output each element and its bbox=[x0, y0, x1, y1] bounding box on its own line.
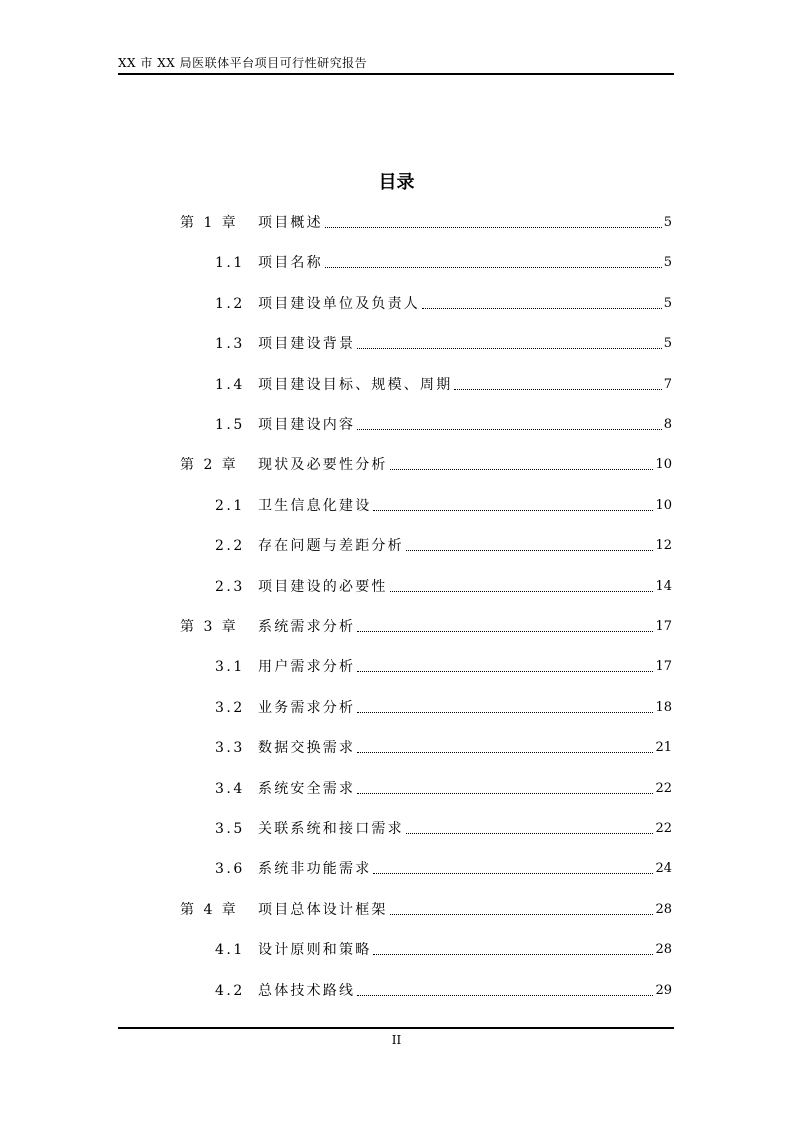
toc-entry-page: 14 bbox=[655, 578, 672, 594]
page-number: II bbox=[391, 1033, 402, 1047]
toc-entry-label: 项目总体设计框架 bbox=[258, 901, 388, 918]
toc-section-entry[interactable] bbox=[215, 251, 672, 271]
toc-section-entry[interactable] bbox=[215, 736, 672, 756]
toc-entry-page: 28 bbox=[655, 942, 672, 958]
toc-entry-label: 系统安全需求 bbox=[258, 780, 356, 797]
toc-entry-label: 存在问题与差距分析 bbox=[258, 538, 404, 555]
toc-entry-number: 第 1 章 bbox=[180, 215, 239, 231]
toc-entry-page: 22 bbox=[655, 821, 672, 836]
toc-section-entry[interactable] bbox=[215, 777, 672, 797]
toc-dot-leader bbox=[325, 267, 662, 268]
toc-entry-page: 21 bbox=[655, 740, 672, 756]
toc-entry-label: 项目概述 bbox=[258, 215, 323, 231]
toc-chapter-entry[interactable] bbox=[180, 898, 672, 918]
toc-title: 目录 bbox=[378, 172, 415, 193]
toc-dot-leader bbox=[406, 833, 654, 834]
toc-dot-leader bbox=[357, 793, 653, 794]
toc-section-entry[interactable] bbox=[215, 373, 672, 393]
toc-entry-page: 17 bbox=[655, 659, 672, 675]
toc-entry-page: 12 bbox=[655, 538, 672, 554]
toc-section-entry[interactable] bbox=[215, 534, 672, 554]
toc-section-entry[interactable] bbox=[215, 817, 672, 837]
toc-dot-leader bbox=[373, 873, 653, 874]
toc-entry-page: 8 bbox=[663, 417, 672, 432]
toc-entry-label: 系统非功能需求 bbox=[258, 861, 372, 878]
toc-dot-leader bbox=[357, 631, 653, 632]
toc-section-entry[interactable] bbox=[215, 857, 672, 877]
toc-section-entry[interactable] bbox=[215, 332, 672, 352]
toc-entry-page: 10 bbox=[655, 497, 672, 513]
toc-entry-page: 29 bbox=[655, 982, 672, 998]
toc-entry-page: 28 bbox=[655, 901, 672, 917]
toc-entry-number: 3.1 bbox=[215, 659, 245, 676]
toc-section-entry[interactable] bbox=[215, 979, 672, 999]
toc-entry-page: 5 bbox=[663, 255, 672, 271]
toc-entry-number: 第 4 章 bbox=[180, 901, 239, 918]
toc-entry-label: 项目建设单位及负责人 bbox=[258, 295, 420, 312]
toc-entry-number: 2.1 bbox=[215, 497, 245, 514]
toc-entry-label: 业务需求分析 bbox=[258, 699, 356, 716]
toc-entry-label: 项目建设目标、规模、周期 bbox=[258, 376, 453, 393]
toc-entry-number: 2.3 bbox=[215, 578, 245, 595]
toc-entry-label: 用户需求分析 bbox=[258, 659, 356, 676]
toc-entry-number: 3.4 bbox=[215, 780, 245, 797]
toc-dot-leader bbox=[373, 954, 653, 955]
toc-dot-leader bbox=[357, 712, 653, 713]
toc-entry-number: 3.2 bbox=[215, 699, 245, 716]
toc-dot-leader bbox=[454, 389, 661, 390]
toc-dot-leader bbox=[357, 348, 662, 349]
toc-entry-label: 数据交换需求 bbox=[258, 740, 356, 757]
toc-entry-number: 4.2 bbox=[215, 982, 245, 999]
toc-entry-label: 关联系统和接口需求 bbox=[258, 821, 404, 837]
toc-entry-number: 1.4 bbox=[215, 376, 245, 393]
toc-entry-label: 卫生信息化建设 bbox=[258, 497, 372, 514]
toc-entry-number: 1.3 bbox=[215, 336, 245, 353]
toc-section-entry[interactable] bbox=[215, 575, 672, 595]
toc-entry-number: 1.1 bbox=[215, 255, 245, 272]
toc-entry-number: 1.2 bbox=[215, 295, 245, 312]
toc-dot-leader bbox=[406, 550, 654, 551]
toc-entry-label: 项目建设背景 bbox=[258, 336, 356, 353]
toc-entry-page: 18 bbox=[655, 699, 672, 715]
toc-entry-number: 2.2 bbox=[215, 538, 245, 555]
toc-section-entry[interactable] bbox=[215, 413, 672, 433]
toc-entry-label: 系统需求分析 bbox=[258, 619, 356, 635]
toc-entry-label: 现状及必要性分析 bbox=[258, 457, 388, 474]
toc-entry-page: 5 bbox=[663, 295, 672, 311]
toc-entry-number: 第 2 章 bbox=[180, 457, 239, 474]
toc-entry-number: 第 3 章 bbox=[180, 619, 239, 635]
toc-chapter-entry[interactable] bbox=[180, 615, 672, 635]
toc-entry-label: 设计原则和策略 bbox=[258, 942, 372, 959]
footer-rule bbox=[118, 1027, 674, 1029]
toc-entry-page: 22 bbox=[655, 780, 672, 796]
toc-entry-page: 10 bbox=[655, 457, 672, 473]
toc-chapter-entry[interactable] bbox=[180, 453, 672, 473]
toc-entry-page: 5 bbox=[663, 215, 672, 230]
toc-dot-leader bbox=[373, 510, 653, 511]
toc-entry-label: 项目建设的必要性 bbox=[258, 578, 388, 595]
toc-dot-leader bbox=[390, 591, 654, 592]
toc-entry-number: 3.3 bbox=[215, 740, 245, 757]
running-header: XX 市 XX 局医联体平台项目可行性研究报告 bbox=[118, 56, 368, 70]
toc-section-entry[interactable] bbox=[215, 938, 672, 958]
toc-entry-number: 4.1 bbox=[215, 942, 245, 959]
toc-entry-number: 1.5 bbox=[215, 417, 245, 433]
toc-entry-label: 项目建设内容 bbox=[258, 417, 356, 433]
toc-section-entry[interactable] bbox=[215, 696, 672, 716]
toc-dot-leader bbox=[357, 752, 653, 753]
toc-entry-page: 24 bbox=[655, 861, 672, 877]
toc-dot-leader bbox=[390, 914, 654, 915]
toc-entry-number: 3.6 bbox=[215, 861, 245, 878]
toc-entry-label: 总体技术路线 bbox=[258, 982, 356, 999]
toc-dot-leader bbox=[325, 227, 662, 228]
toc-entry-label: 项目名称 bbox=[258, 255, 323, 272]
toc-dot-leader bbox=[357, 429, 662, 430]
toc-dot-leader bbox=[357, 995, 653, 996]
toc-entry-number: 3.5 bbox=[215, 821, 245, 837]
toc-entry-page: 7 bbox=[663, 376, 672, 392]
toc-section-entry[interactable] bbox=[215, 655, 672, 675]
toc-entry-page: 17 bbox=[655, 619, 672, 634]
toc-chapter-entry[interactable] bbox=[180, 211, 672, 231]
toc-dot-leader bbox=[390, 469, 654, 470]
toc-dot-leader bbox=[422, 308, 662, 309]
toc-section-entry[interactable] bbox=[215, 292, 672, 312]
toc-entry-page: 5 bbox=[663, 336, 672, 352]
toc-section-entry[interactable] bbox=[215, 494, 672, 514]
toc-dot-leader bbox=[357, 671, 653, 672]
